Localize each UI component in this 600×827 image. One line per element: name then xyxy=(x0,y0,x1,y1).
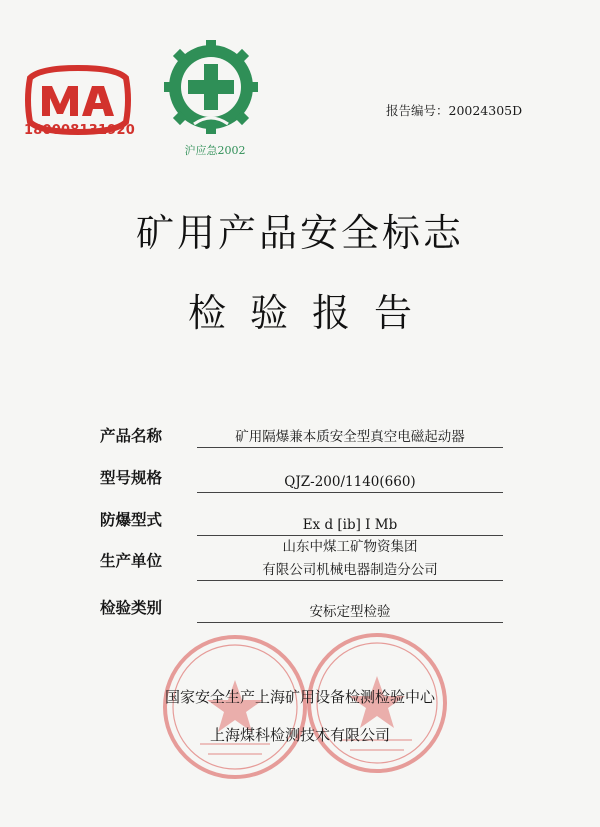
safety-mark-code: 沪应急2002 xyxy=(184,144,246,157)
left-seal-stamp-icon xyxy=(160,632,310,782)
explosion-type-text: Ex d [ib] I Mb xyxy=(302,517,398,533)
manufacturer-value-line1 xyxy=(197,538,503,557)
product-name-value xyxy=(197,428,503,448)
testing-company-name: 上海煤科检测技术有限公司 xyxy=(209,726,390,744)
mining-safety-mark-icon xyxy=(164,40,258,134)
explosion-type-value xyxy=(197,516,503,536)
product-name-text: 矿用隔爆兼本质安全型真空电磁起动器 xyxy=(235,429,465,445)
certificate-title: 矿用产品安全标志 xyxy=(135,211,464,255)
inspection-type-value xyxy=(197,603,503,623)
explosion-type-label: 防爆型式 xyxy=(100,511,163,529)
inspection-type-label: 检验类别 xyxy=(100,599,163,617)
inspection-center-name: 国家安全生产上海矿用设备检测检验中心 xyxy=(164,688,435,706)
model-text: QJZ-200/1140(660) xyxy=(284,474,416,490)
manufacturer-text-line1: 山东中煤工矿物资集团 xyxy=(282,539,418,555)
inspection-type-text: 安标定型检验 xyxy=(309,604,391,620)
model-value xyxy=(197,473,503,493)
cma-number: 180008131920 xyxy=(24,123,135,138)
manufacturer-label: 生产单位 xyxy=(100,552,163,570)
product-name-label: 产品名称 xyxy=(100,427,163,445)
model-label: 型号规格 xyxy=(100,469,163,487)
report-number: 报告编号：20024305D xyxy=(386,103,523,118)
manufacturer-value-line2 xyxy=(197,561,503,581)
report-title: 检验报告 xyxy=(187,291,436,335)
manufacturer-text-line2: 有限公司机械电器制造分公司 xyxy=(262,562,438,578)
